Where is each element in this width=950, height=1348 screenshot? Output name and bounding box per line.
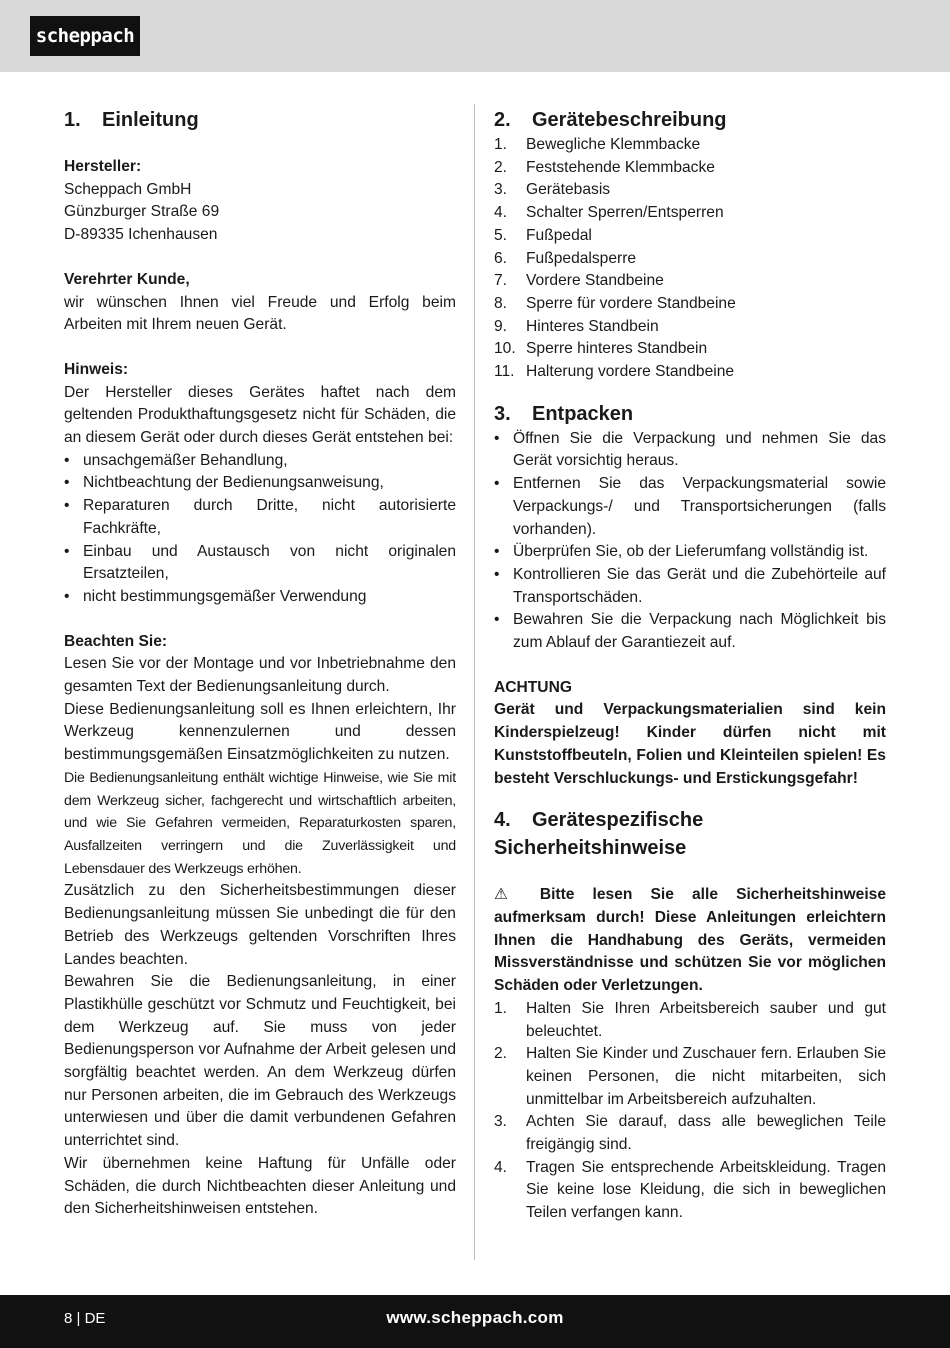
attention-label: ACHTUNG xyxy=(494,678,572,696)
list-item: 1. Halten Sie Ihren Arbeitsbereich sauber und gut beleuchtet. xyxy=(494,999,886,1040)
list-item: 8. Sperre für vordere Standbeine xyxy=(494,294,736,312)
list-item: 5. Fußpedal xyxy=(494,226,592,244)
list-item: 7. Vordere Standbeine xyxy=(494,272,664,290)
left-column xyxy=(64,106,456,1221)
manufacturer-label: Hersteller: xyxy=(64,158,142,175)
list-item: • Öffnen Sie die Verpackung und nehmen Sie das Gerät vorsichtig heraus. xyxy=(494,428,886,473)
column-divider xyxy=(474,104,475,1260)
list-item: 10. Sperre hinteres Standbein xyxy=(494,340,708,358)
list-item: • Kontrollieren Sie das Gerät und die Zubehörteile auf Transportschäden. xyxy=(494,564,886,609)
attention-block xyxy=(494,677,886,791)
list-item: • Überprüfen Sie, ob der Lieferumfang vollständig ist. xyxy=(494,541,886,564)
customer-label: Verehrter Kunde, xyxy=(64,270,190,288)
list-item: • Reparaturen durch Dritte, nicht autorisierte Fachkräfte, xyxy=(64,495,456,540)
manufacturer-line: Günzburger Straße 69 xyxy=(64,203,220,221)
section-3-heading: 3. Entpacken xyxy=(494,402,634,425)
list-item: 6. Fußpedalsperre xyxy=(494,249,637,267)
list-item: • nicht bestimmungsgemäßer Verwendung xyxy=(64,586,456,609)
customer-text: wir wünschen Ihnen viel Freude und Erfolg beim Arbeiten mit Ihrem neuen Gerät. xyxy=(64,293,456,334)
observe-paragraph: Bewahren Sie die Bedienungsanleitung, in einer Plastikhülle geschützt vor Schmutz und Feuchtigkeit, bei dem Werkzeug auf. Sie muss von jeder Bedienungsperson vor Aufnahme der Arbeit gelesen und sorgfältig beachtet werden. An dem Werkzeug dürfen nur Personen arbeiten, die im Gebrauch des Werkzeugs unterwiesen und über die damit verbundenen Gefahren unterrichtet sind. xyxy=(64,973,456,1150)
customer-block xyxy=(64,269,456,337)
manufacturer-line: D-89335 Ichenhausen xyxy=(64,226,218,244)
list-item: • unsachgemäßer Behandlung, xyxy=(64,450,456,473)
list-item: 3. Achten Sie darauf, dass alle beweglichen Teile freigängig sind. xyxy=(494,1113,886,1154)
manufacturer-line: Scheppach GmbH xyxy=(64,180,192,198)
observe-paragraph: Zusätzlich zu den Sicherheitsbestimmungen dieser Bedienungsanleitung müssen Sie unbedingt die für den Betrieb des Werkzeugs geltenden Vorschriften Ihres Landes beachten. xyxy=(64,882,456,968)
list-item: 1. Bewegliche Klemmbacke xyxy=(494,136,701,153)
list-item: 4. Schalter Sperren/Entsperren xyxy=(494,204,724,222)
list-item: 4. Tragen Sie entsprechende Arbeitskleidung. Tragen Sie keine lose Kleidung, die sich in beweglichen Teilen verfangen kann. xyxy=(494,1158,886,1222)
observe-paragraph: Wir übernehmen keine Haftung für Unfälle oder Schäden, die durch Nichtbeachten dieser Anleitung und den Sicherheitshinweisen entstehen. xyxy=(64,1154,456,1218)
list-item: • Entfernen Sie das Verpackungsmaterial sowie Verpackungs-/ und Transportsicherungen (falls vorhanden). xyxy=(494,473,886,541)
attention-text: Gerät und Verpackungsmaterialien sind kein Kinderspielzeug! Kinder dürfen nicht mit Kunststoffbeuteln, Folien und Kleinteilen spielen! Es besteht Verschluckungs- und Erstickungsgefahr! xyxy=(494,701,886,787)
list-item: 3. Gerätebasis xyxy=(494,181,611,199)
page-number: 8 | DE xyxy=(64,1310,106,1327)
note-text: Der Hersteller dieses Gerätes haftet nach dem geltenden Produkthaftungsgesetz nicht für Schäden, die an diesem Gerät oder durch dieses Gerät entstehen bei: xyxy=(64,383,456,447)
note-list xyxy=(64,450,456,609)
unpacking-list xyxy=(494,428,886,655)
scheppach-logo: scheppach xyxy=(30,16,140,56)
list-item: • Einbau und Austausch von nicht originalen Ersatzteilen, xyxy=(64,541,456,586)
safety-list xyxy=(494,998,886,1225)
observe-paragraph: Die Bedienungsanleitung enthält wichtige Hinweise, wie Sie mit dem Werkzeug sicher, fachgerecht und wirtschaftlich arbeiten, und wie Sie Gefahren vermeiden, Reparaturkosten sparen, Ausfallzeiten verringern und die Zuverlässigkeit und Lebensdauer des Werkzeugs erhöhen. xyxy=(64,769,456,877)
observe-paragraph: Diese Bedienungsanleitung soll es Ihnen erleichtern, Ihr Werkzeug kennenzulernen und dessen bestimmungsgemäßen Einsatzmöglichkeiten zu nutzen. xyxy=(64,700,456,764)
device-parts-list xyxy=(494,134,886,384)
observe-block xyxy=(64,631,456,1221)
list-item: • Nichtbeachtung der Bedienungsanweisung, xyxy=(64,472,456,495)
section-2-heading: 2. Gerätebeschreibung xyxy=(494,109,727,131)
right-column xyxy=(494,106,886,1225)
list-item: 2. Feststehende Klemmbacke xyxy=(494,158,715,176)
list-item: 9. Hinteres Standbein xyxy=(494,317,659,335)
list-item: 2. Halten Sie Kinder und Zuschauer fern. Erlauben Sie keinen Personen, die nicht mitarbeiten, sich unmittelbar im Arbeitsbereich aufzuhalten. xyxy=(494,1045,886,1108)
observe-paragraph: Lesen Sie vor der Montage und vor Inbetriebnahme den gesamten Text der Bedienungsanleitung durch. xyxy=(64,655,456,696)
warning-triangle-icon: ⚠ xyxy=(494,886,522,904)
page-footer xyxy=(0,1295,950,1348)
section-4-heading: 4. Gerätespezifische Sicherheitshinweise xyxy=(494,809,704,860)
observe-label: Beachten Sie: xyxy=(64,632,168,650)
list-item: 11. Halterung vordere Standbeine xyxy=(494,363,735,381)
note-label: Hinweis: xyxy=(64,360,129,378)
safety-warning: ⚠ Bitte lesen Sie alle Sicherheitshinweise aufmerksam durch! Diese Anleitungen erleichtern Ihnen die Handhabung des Geräts, vermeiden Missverständnisse und schützen Sie vor möglichen Schäden oder Verletzungen. xyxy=(494,886,886,995)
manufacturer-block xyxy=(64,156,456,247)
section-1-heading: 1. Einleitung xyxy=(64,109,199,131)
note-block xyxy=(64,359,456,609)
list-item: • Bewahren Sie die Verpackung nach Möglichkeit bis zum Ablauf der Garantiezeit auf. xyxy=(494,609,886,654)
page-header xyxy=(0,0,950,72)
website-url: www.scheppach.com xyxy=(386,1308,564,1327)
